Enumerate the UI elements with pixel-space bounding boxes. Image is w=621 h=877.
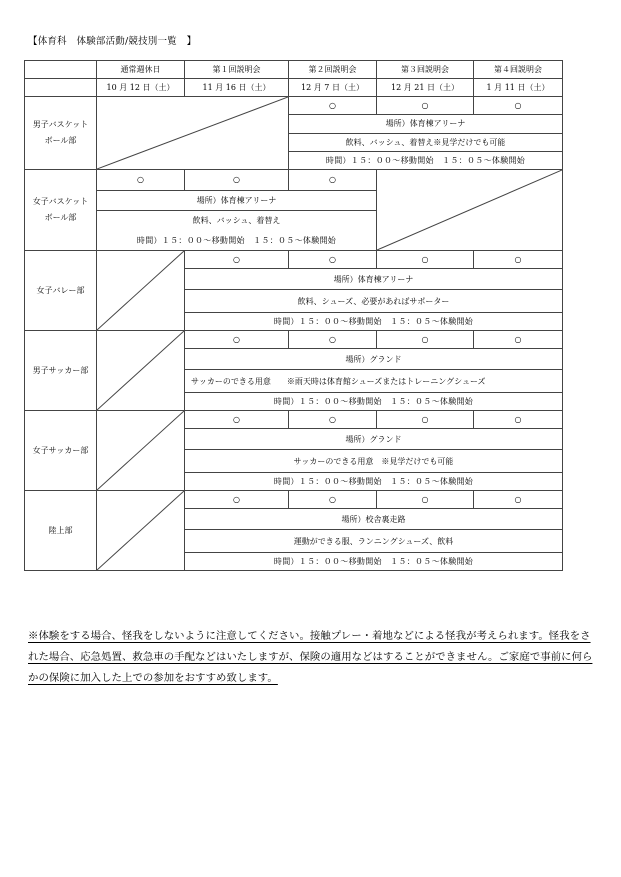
diagonal-line (97, 251, 184, 330)
time-text: 時間）１５：００～移動開始 １５：０５～体験開始 (185, 553, 563, 571)
place-text: 場所）体育棟アリーナ (289, 115, 563, 133)
not-held-cell (97, 251, 185, 331)
col-header-session-1: 第１回説明会 (185, 61, 289, 79)
insurance-note: ※体験をする場合、怪我をしないように注意してください。接触プレー・着地などによる怪我が考えられます。怪我をされた場合、応急処置、救急車の手配などはいたしますが、保険の適用などはすることができません。ご家庭で事前に何らかの保険に加入した上での参加をおすすめ致します。 (28, 630, 593, 684)
col-header-session-3: 第３回説明会 (377, 61, 474, 79)
club-row (25, 491, 563, 509)
held-mark: ○ (289, 97, 377, 115)
diagonal-line (97, 331, 184, 410)
header-row (25, 61, 563, 79)
place-text: 場所）グランド (185, 429, 563, 450)
held-mark: ○ (474, 251, 563, 269)
diagonal-line (377, 170, 562, 250)
club-row (25, 170, 563, 191)
col-header-session-4: 第４回説明会 (474, 61, 563, 79)
held-mark: ○ (185, 411, 289, 429)
time-text: 時間）１５：００～移動開始 １５：０５～体験開始 (185, 473, 563, 491)
corner-cell (25, 79, 97, 97)
club-name: 男子バスケット ボール部 (25, 97, 97, 170)
club-name: 女子バスケット ボール部 (25, 170, 97, 251)
not-held-cell (97, 331, 185, 411)
held-mark: ○ (289, 331, 377, 349)
held-mark: ○ (474, 331, 563, 349)
date-session-1: 11 月 16 日（土） (185, 79, 289, 97)
time-text: 時間）１５：００～移動開始 １５：０５～体験開始 (185, 393, 563, 411)
held-mark: ○ (185, 251, 289, 269)
held-mark: ○ (377, 491, 474, 509)
items-text: 飲料、バッシュ、着替え※見学だけでも可能 (289, 133, 563, 151)
page-title: 【体育科 体験部活動/競技別一覧 】 (28, 36, 197, 47)
club-name: 男子サッカー部 (25, 331, 97, 411)
place-text: 場所）グランド (185, 349, 563, 370)
held-mark: ○ (185, 491, 289, 509)
items-text: サッカーのできる用意 ※雨天時は体育館シューズまたはトレーニングシューズ (185, 370, 563, 393)
club-name: 陸上部 (25, 491, 97, 571)
club-name: 女子バレー部 (25, 251, 97, 331)
time-text: 時間）１５：００～移動開始 １５：０５～体験開始 (97, 231, 377, 251)
items-text: 飲料、バッシュ、着替え (97, 211, 377, 231)
held-mark: ○ (289, 251, 377, 269)
held-mark: ○ (289, 411, 377, 429)
held-mark: ○ (474, 491, 563, 509)
date-session-2: 12 月 7 日（土） (289, 79, 377, 97)
place-text: 場所）体育棟アリーナ (97, 190, 377, 211)
held-mark: ○ (377, 411, 474, 429)
date-session-3: 12 月 21 日（土） (377, 79, 474, 97)
club-row (25, 411, 563, 429)
held-mark: ○ (377, 97, 474, 115)
held-mark: ○ (377, 331, 474, 349)
diagonal-line (97, 97, 288, 169)
held-mark: ○ (97, 170, 185, 191)
held-mark: ○ (289, 170, 377, 191)
club-row (25, 251, 563, 269)
club-row (25, 331, 563, 349)
items-text: 運動ができる服、ランニングシューズ、飲料 (185, 530, 563, 553)
date-session-4: 1 月 11 日（土） (474, 79, 563, 97)
date-row (25, 79, 563, 97)
items-text: サッカーのできる用意 ※見学だけでも可能 (185, 450, 563, 473)
diagonal-line (97, 411, 184, 490)
not-held-cell (97, 97, 289, 170)
place-text: 場所）体育棟アリーナ (185, 269, 563, 290)
place-text: 場所）校舎裏走路 (185, 509, 563, 530)
held-mark: ○ (377, 251, 474, 269)
time-text: 時間）１５：００～移動開始 １５：０５～体験開始 (185, 313, 563, 331)
held-mark: ○ (474, 97, 563, 115)
club-schedule-table (24, 60, 563, 571)
club-name: 女子サッカー部 (25, 411, 97, 491)
club-row (25, 97, 563, 115)
held-mark: ○ (185, 170, 289, 191)
not-held-cell (97, 411, 185, 491)
held-mark: ○ (185, 331, 289, 349)
diagonal-line (97, 491, 184, 570)
held-mark: ○ (474, 411, 563, 429)
date-regular-holiday: 10 月 12 日（土） (97, 79, 185, 97)
col-header-session-2: 第２回説明会 (289, 61, 377, 79)
time-text: 時間）１５：００～移動開始 １５：０５～体験開始 (289, 151, 563, 169)
corner-cell (25, 61, 97, 79)
not-held-cell (377, 170, 563, 251)
not-held-cell (97, 491, 185, 571)
items-text: 飲料、シューズ、必要があればサポーター (185, 290, 563, 313)
held-mark: ○ (289, 491, 377, 509)
col-header-regular-holiday: 通常週休日 (97, 61, 185, 79)
